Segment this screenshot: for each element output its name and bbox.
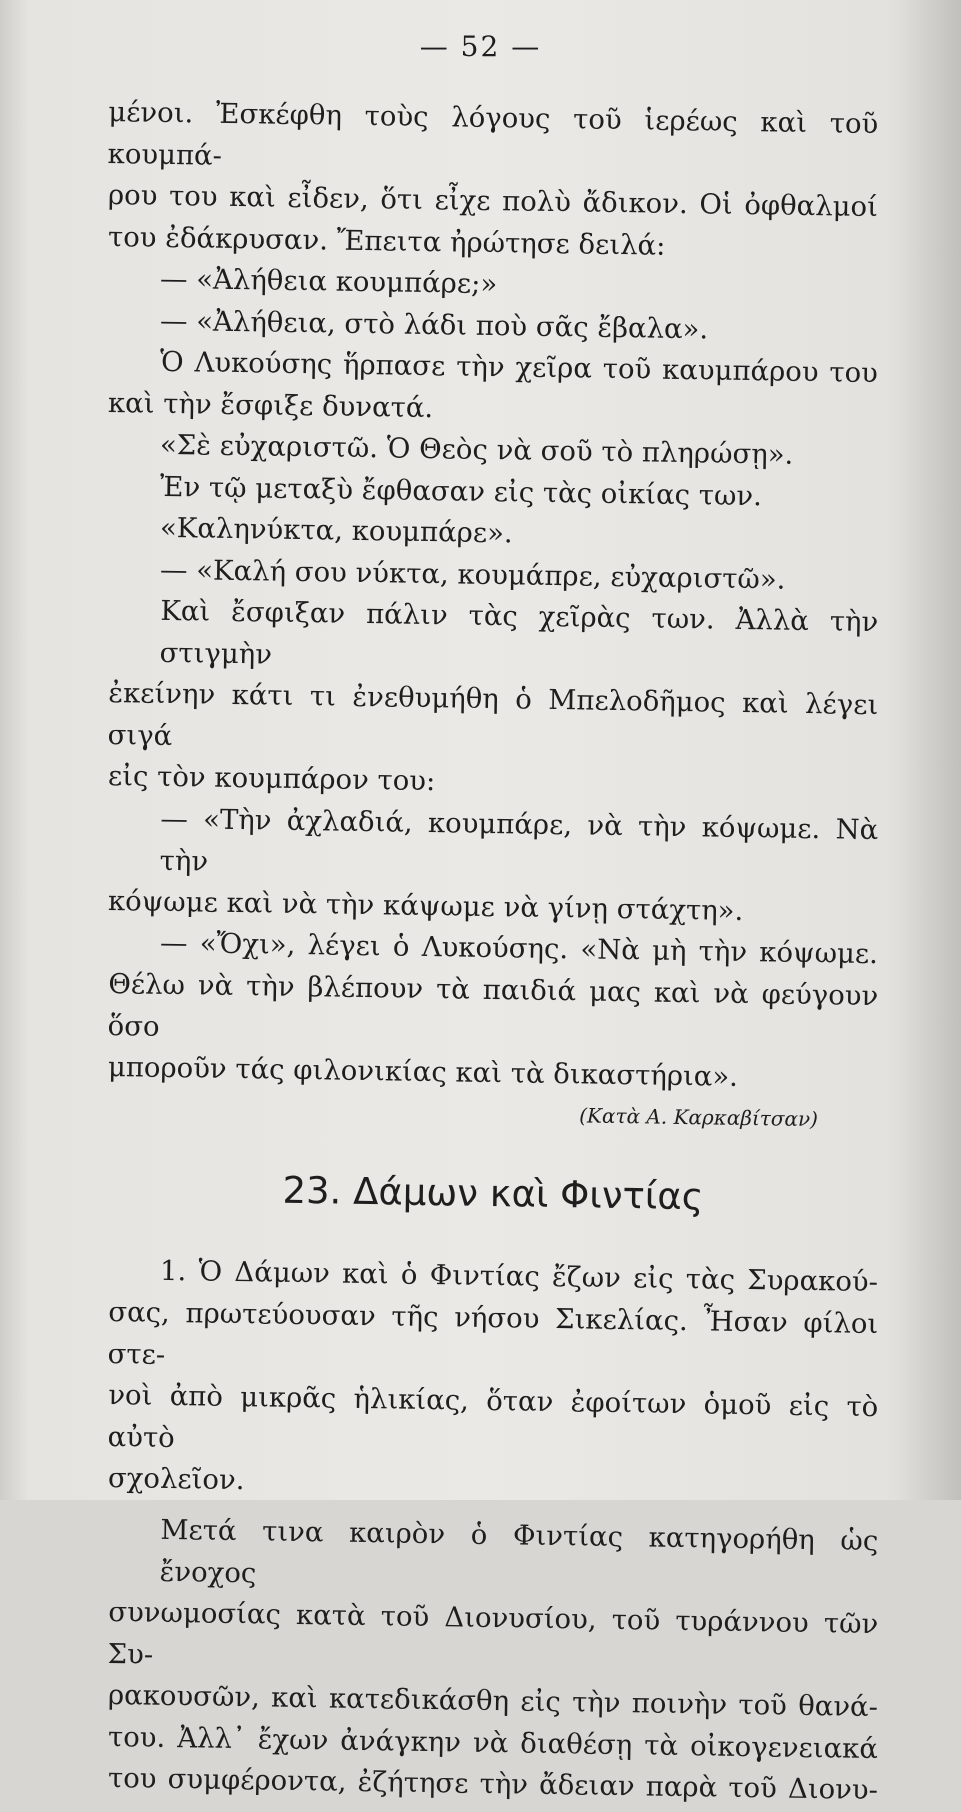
section-title: 23. Δάμων καὶ Φιντίας [282, 1168, 704, 1219]
text-line: Ὁ Λυκούσης ἥρπασε τὴν χεῖρα τοῦ καυμπάρου του [159, 345, 879, 390]
text-line: ἐκείνην κάτι τι ἐνεθυμήθη ὁ Μπελοδῆμος καὶ λέγει σιγά [107, 677, 879, 752]
text-line: ρου του καὶ εἶδεν, ὅτι εἶχε πολὺ ἄδικον. Οἱ ὀφθαλμοί [107, 179, 879, 224]
text-line: Καὶ ἔσφιξαν πάλιν τὰς χεῖρὰς των. Ἀλλὰ τὴν στιγμὴν [159, 594, 879, 671]
page-number: — 52 — [419, 30, 542, 63]
text-line: Θέλω νὰ τὴν βλέπουν τὰ παιδιά μας καὶ νὰ φεύγουν ὅσο [107, 967, 879, 1042]
text-line: Μετά τινα καιρὸν ὁ Φιντίας κατηγορήθη ὡς ἔνοχος [159, 1513, 879, 1589]
dialogue-line: — «Ἀλήθεια, στὸ λάδι ποὺ σᾶς ἔβαλα». [159, 304, 709, 345]
text-line: του ἐδάκρυσαν. Ἔπειτα ἠρώτησε δειλά: [107, 220, 666, 262]
page-edge-shadow [901, 0, 961, 1500]
text-line: μένοι. Ἐσκέφθη τοὺς λόγους τοῦ ἱερέως καὶ τοῦ κουμπά- [107, 96, 879, 172]
text-line: εἰς τὸν κουμπάρον του: [107, 760, 436, 798]
source-attribution: (Κατὰ Α. Καρκαβίτσαν) [579, 1103, 819, 1132]
text-line: κόψωμε καὶ νὰ τὴν κάψωμε νὰ γίνῃ στάχτη». [107, 884, 744, 927]
dialogue-line: — «Καλή σου νύκτα, κουμάπρε, εὐχαριστῶ». [159, 553, 786, 596]
text-line: Ἐν τῷ μεταξὺ ἔφθασαν εἰς τὰς οἰκίας των. [159, 470, 763, 512]
page-text [107, 92, 879, 1807]
dialogue-line: «Σὲ εὐχαριστῶ. Ὁ Θεὸς νὰ σοῦ τὸ πληρώσῃ». [159, 428, 794, 471]
text-line: καὶ τὴν ἔσφιξε δυνατά. [107, 386, 434, 424]
text-line: νοὶ ἀπὸ μικρᾶς ἡλικίας, ὅταν ἐφοίτων ὁμοῦ εἰς τὸ αὐτὸ [107, 1378, 879, 1454]
text-line: σχολεῖον. [107, 1461, 245, 1496]
text-line: ρακουσῶν, καὶ κατεδικάσθη εἰς τὴν ποινὴν τοῦ θανά- [107, 1679, 879, 1724]
dialogue-line: — «Ὄχι», λέγει ὁ Λυκούσης. «Νὰ μὴ τὴν κόψωμε. [159, 926, 879, 971]
text-line: του. Ἀλλ᾽ ἔχων ἀνάγκην νὰ διαθέσῃ τὰ οἰκογενειακά [107, 1720, 879, 1765]
dialogue-line: «Καληνύκτα, κουμπάρε». [159, 511, 513, 550]
text-line: του συμφέροντα, ἐζήτησε τὴν ἄδειαν παρὰ τοῦ Διονυ- [107, 1762, 879, 1807]
text-line: 1. Ὁ Δάμων καὶ ὁ Φιντίας ἔζων εἰς τὰς Συρακού- [159, 1254, 879, 1299]
dialogue-line: — «Ἀλήθεια κουμπάρε;» [159, 262, 498, 301]
text-line: μποροῦν τάς φιλονικίας καὶ τὰ δικαστήρια». [107, 1050, 739, 1093]
text-line: συνωμοσίας κατὰ τοῦ Διονυσίου, τοῦ τυράννου τῶν Συ- [107, 1596, 879, 1671]
text-line: σας, πρωτεύουσαν τῆς νήσου Σικελίας. Ἦσαν φίλοι στε- [107, 1295, 879, 1370]
dialogue-line: — «Τὴν ἀχλαδιά, κουμπάρε, νὰ τὴν κόψωμε. Νὰ τὴν [159, 802, 879, 877]
